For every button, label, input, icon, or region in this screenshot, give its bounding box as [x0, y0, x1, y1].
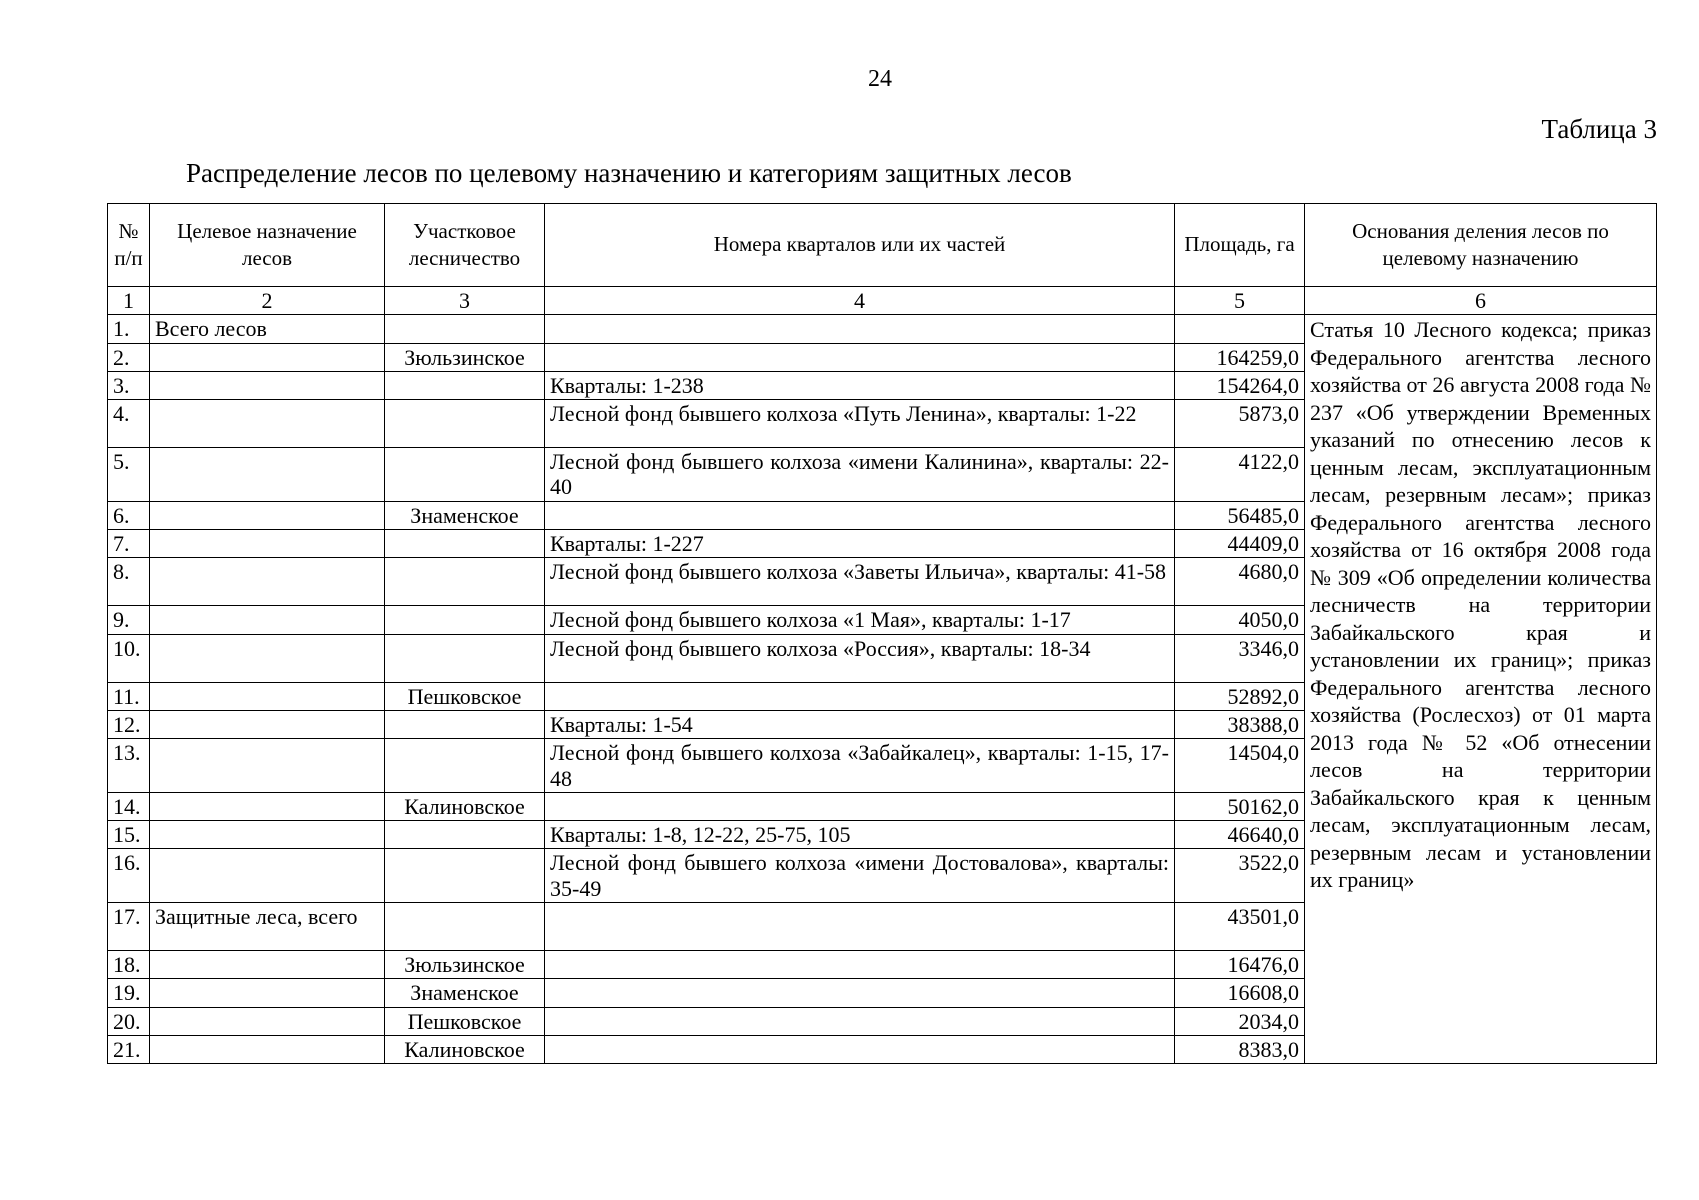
header-num: № п/п [108, 204, 150, 287]
column-number: 6 [1305, 287, 1657, 315]
purpose-cell [150, 951, 385, 979]
area-cell: 38388,0 [1175, 710, 1305, 738]
area-cell: 2034,0 [1175, 1007, 1305, 1035]
forestry-cell [385, 448, 545, 502]
purpose-cell [150, 343, 385, 371]
forestry-cell [385, 634, 545, 682]
row-number: 13. [108, 739, 150, 793]
purpose-cell [150, 558, 385, 606]
basis-cell: Статья 10 Лесного кодекса; приказ Федерального агентства лесного хозяйства от 26 августа 2008 года № 237 «Об утверждении Временных указаний по отнесению лесов к ценным лесам, эксплуатационным лесам, резервным лесам»; приказ Федерального агентства лесного хозяйства от 16 октября 2008 года № 309 «Об определении количества лесничеств на территории Забайкальского края и установлении их границ»; приказ Федерального агентства лесного хозяйства (Рослесхоз) от 01 марта 2013 года № 52 «Об отнесении лесов на территории Забайкальского края к ценным лесам, эксплуатационным лесам, резервным лесам и установлении их границ» [1305, 315, 1657, 1064]
purpose-cell [150, 710, 385, 738]
purpose-cell [150, 448, 385, 502]
forestry-cell [385, 315, 545, 343]
purpose-cell [150, 979, 385, 1007]
column-number: 1 [108, 287, 150, 315]
quarters-cell [545, 979, 1175, 1007]
purpose-cell [150, 371, 385, 399]
area-cell: 16476,0 [1175, 951, 1305, 979]
header-area: Площадь, га [1175, 204, 1305, 287]
quarters-cell: Кварталы: 1-54 [545, 710, 1175, 738]
table-row [108, 315, 1657, 343]
forestry-cell [385, 400, 545, 448]
quarters-cell: Лесной фонд бывшего колхоза «Забайкалец», кварталы: 1-15, 17-48 [545, 739, 1175, 793]
quarters-cell [545, 343, 1175, 371]
row-number: 10. [108, 634, 150, 682]
forestry-cell [385, 849, 545, 903]
forestry-cell: Пешковское [385, 1007, 545, 1035]
purpose-cell [150, 1007, 385, 1035]
quarters-cell: Кварталы: 1-227 [545, 530, 1175, 558]
area-cell: 154264,0 [1175, 371, 1305, 399]
forestry-cell [385, 606, 545, 634]
forestry-cell [385, 710, 545, 738]
forestry-cell: Зюльзинское [385, 343, 545, 371]
row-number: 2. [108, 343, 150, 371]
area-cell: 4680,0 [1175, 558, 1305, 606]
table-label: Таблица 3 [1541, 114, 1657, 144]
header-forestry: Участковое лесничество [385, 204, 545, 287]
page-number: 24 [868, 66, 892, 92]
forestry-cell: Калиновское [385, 792, 545, 820]
row-number: 18. [108, 951, 150, 979]
quarters-cell [545, 903, 1175, 951]
area-cell: 5873,0 [1175, 400, 1305, 448]
area-cell: 52892,0 [1175, 682, 1305, 710]
quarters-cell: Лесной фонд бывшего колхоза «имени Калинина», кварталы: 22-40 [545, 448, 1175, 502]
row-number: 4. [108, 400, 150, 448]
forestry-cell [385, 903, 545, 951]
forestry-cell: Пешковское [385, 682, 545, 710]
forestry-cell: Знаменское [385, 501, 545, 529]
forestry-cell: Калиновское [385, 1035, 545, 1063]
quarters-cell: Лесной фонд бывшего колхоза «1 Мая», кварталы: 1-17 [545, 606, 1175, 634]
document-title: Распределение лесов по целевому назначению и категориям защитных лесов [186, 158, 1072, 188]
row-number: 14. [108, 792, 150, 820]
purpose-cell [150, 634, 385, 682]
area-cell: 8383,0 [1175, 1035, 1305, 1063]
purpose-cell [150, 501, 385, 529]
quarters-cell [545, 951, 1175, 979]
row-number: 16. [108, 849, 150, 903]
area-cell: 164259,0 [1175, 343, 1305, 371]
quarters-cell: Лесной фонд бывшего колхоза «имени Достовалова», кварталы: 35-49 [545, 849, 1175, 903]
purpose-cell [150, 606, 385, 634]
purpose-cell [150, 400, 385, 448]
quarters-cell [545, 501, 1175, 529]
quarters-cell [545, 1035, 1175, 1063]
row-number: 7. [108, 530, 150, 558]
row-number: 9. [108, 606, 150, 634]
quarters-cell: Лесной фонд бывшего колхоза «Россия», кварталы: 18-34 [545, 634, 1175, 682]
area-cell: 56485,0 [1175, 501, 1305, 529]
column-number: 5 [1175, 287, 1305, 315]
row-number: 1. [108, 315, 150, 343]
row-number: 3. [108, 371, 150, 399]
purpose-cell [150, 792, 385, 820]
area-cell: 14504,0 [1175, 739, 1305, 793]
area-cell: 3522,0 [1175, 849, 1305, 903]
column-number: 3 [385, 287, 545, 315]
quarters-cell [545, 1007, 1175, 1035]
area-cell: 50162,0 [1175, 792, 1305, 820]
table-body [108, 315, 1657, 1064]
row-number: 6. [108, 501, 150, 529]
area-cell [1175, 315, 1305, 343]
quarters-cell: Лесной фонд бывшего колхоза «Заветы Ильича», кварталы: 41-58 [545, 558, 1175, 606]
quarters-cell [545, 792, 1175, 820]
row-number: 8. [108, 558, 150, 606]
forestry-cell: Зюльзинское [385, 951, 545, 979]
header-quarters: Номера кварталов или их частей [545, 204, 1175, 287]
forestry-cell [385, 739, 545, 793]
row-number: 15. [108, 821, 150, 849]
quarters-cell: Кварталы: 1-238 [545, 371, 1175, 399]
row-number: 17. [108, 903, 150, 951]
area-cell: 43501,0 [1175, 903, 1305, 951]
quarters-cell [545, 315, 1175, 343]
purpose-cell [150, 530, 385, 558]
quarters-cell: Лесной фонд бывшего колхоза «Путь Ленина», кварталы: 1-22 [545, 400, 1175, 448]
column-number: 4 [545, 287, 1175, 315]
column-number: 2 [150, 287, 385, 315]
row-number: 21. [108, 1035, 150, 1063]
area-cell: 4050,0 [1175, 606, 1305, 634]
row-number: 12. [108, 710, 150, 738]
purpose-cell [150, 682, 385, 710]
purpose-cell [150, 739, 385, 793]
forestry-cell [385, 371, 545, 399]
quarters-cell: Кварталы: 1-8, 12-22, 25-75, 105 [545, 821, 1175, 849]
purpose-cell [150, 821, 385, 849]
purpose-cell: Всего лесов [150, 315, 385, 343]
forestry-cell [385, 530, 545, 558]
area-cell: 46640,0 [1175, 821, 1305, 849]
purpose-cell: Защитные леса, всего [150, 903, 385, 951]
area-cell: 16608,0 [1175, 979, 1305, 1007]
quarters-cell [545, 682, 1175, 710]
forestry-cell [385, 558, 545, 606]
column-number-row [108, 287, 1657, 315]
table-header-row [108, 204, 1657, 287]
row-number: 11. [108, 682, 150, 710]
purpose-cell [150, 1035, 385, 1063]
row-number: 20. [108, 1007, 150, 1035]
area-cell: 3346,0 [1175, 634, 1305, 682]
row-number: 19. [108, 979, 150, 1007]
area-cell: 4122,0 [1175, 448, 1305, 502]
header-purpose: Целевое назначение лесов [150, 204, 385, 287]
forest-distribution-table [107, 203, 1657, 1064]
forestry-cell: Знаменское [385, 979, 545, 1007]
row-number: 5. [108, 448, 150, 502]
forestry-cell [385, 821, 545, 849]
area-cell: 44409,0 [1175, 530, 1305, 558]
purpose-cell [150, 849, 385, 903]
header-basis: Основания деления лесов по целевому назначению [1305, 204, 1657, 287]
